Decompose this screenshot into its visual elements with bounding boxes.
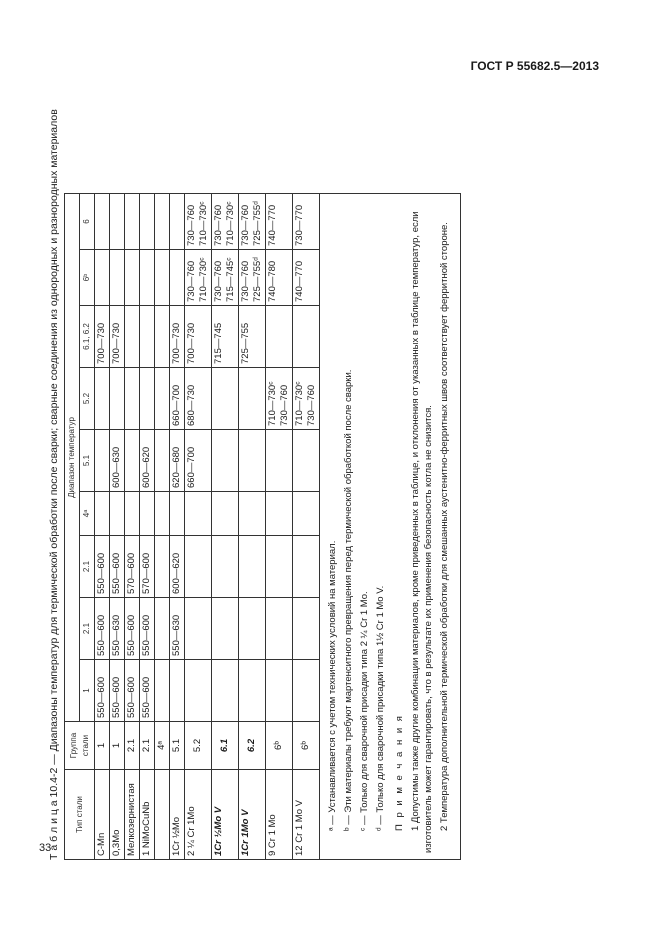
footnote: ᵇ — Эти материалы требуют мартенситного превращения перед термической обработкой после сварки. <box>343 369 354 831</box>
notes-heading: П р и м е ч а н и я <box>394 714 405 831</box>
temp-cell: 740—780 <box>266 250 293 306</box>
temp-cell <box>140 250 155 306</box>
steel-group-cell: 6.1 <box>212 722 239 770</box>
temp-cell: 550—600 <box>140 598 155 660</box>
temp-cell: 680—730 <box>185 368 212 430</box>
temp-cell <box>110 368 125 430</box>
temp-cell <box>110 250 125 306</box>
temp-cell <box>239 430 266 492</box>
temp-cell: 740—770 <box>266 194 293 250</box>
col-header-group: 5.2 <box>80 368 95 430</box>
col-header-group: 6ᵇ <box>80 250 95 306</box>
temp-cell <box>125 368 140 430</box>
temp-cell: 550—630 <box>110 598 125 660</box>
note: 2 Температура дополнительной термической обработки для смешанных аустенитно-ферритных швов соответствует ферритной стороне. <box>439 222 450 831</box>
steel-type-cell: 1Cr ½Mo <box>170 770 185 860</box>
temp-cell <box>155 536 170 598</box>
temp-cell <box>110 194 125 250</box>
steel-group-cell: 6ᵇ <box>293 722 320 770</box>
steel-group-cell: 4ᵃ <box>155 722 170 770</box>
col-header-group: 6.1, 6.2 <box>80 306 95 368</box>
steel-type-cell: 9 Cr 1 Mo <box>266 770 293 860</box>
temp-cell <box>185 492 212 536</box>
temp-cell <box>155 368 170 430</box>
temp-cell: 725—755 <box>239 306 266 368</box>
temp-cell <box>95 430 110 492</box>
col-header-group: 4ᵃ <box>80 492 95 536</box>
steel-type-cell <box>155 770 170 860</box>
col-header-group: 2.1 <box>80 536 95 598</box>
temp-cell: 700—730 <box>170 306 185 368</box>
temp-cell: 600—620 <box>170 536 185 598</box>
table-footer <box>320 194 461 860</box>
header-row-1 <box>65 194 80 860</box>
temp-cell: 730—770 <box>293 194 320 250</box>
notes <box>409 200 451 853</box>
temp-cell: 550—600 <box>95 598 110 660</box>
temp-cell <box>95 194 110 250</box>
temp-cell <box>155 194 170 250</box>
temp-cell: 660—700 <box>185 430 212 492</box>
steel-group-cell: 5.2 <box>185 722 212 770</box>
table-row <box>212 194 239 860</box>
table-row <box>140 194 155 860</box>
temp-cell <box>266 660 293 722</box>
temp-cell: 620—680 <box>170 430 185 492</box>
steel-group-cell: 2.1 <box>125 722 140 770</box>
temp-cell: 730—760 710—730ᶜ <box>212 194 239 250</box>
steel-group-cell: 1 <box>110 722 125 770</box>
temp-cell <box>212 660 239 722</box>
footnotes <box>326 200 387 853</box>
col-header-group: 2.1 <box>80 598 95 660</box>
temp-cell <box>293 660 320 722</box>
temp-cell <box>125 492 140 536</box>
temp-cell: 550—600 <box>125 598 140 660</box>
temp-cell: 600—620 <box>140 430 155 492</box>
temp-cell <box>125 194 140 250</box>
temp-cell <box>155 492 170 536</box>
temp-cell: 730—760 710—730ᶜ <box>185 194 212 250</box>
steel-type-cell: 0,3Mo <box>110 770 125 860</box>
table-body <box>95 194 320 860</box>
col-header-group: 1 <box>80 660 95 722</box>
steel-group-cell: 6.2 <box>239 722 266 770</box>
temp-cell <box>170 492 185 536</box>
temp-cell <box>185 536 212 598</box>
page-number: 33 <box>39 842 52 854</box>
temp-cell <box>266 492 293 536</box>
table-row <box>125 194 140 860</box>
temp-cell <box>293 536 320 598</box>
document-header: ГОСТ Р 55682.5—2013 <box>470 59 599 73</box>
temp-cell <box>170 660 185 722</box>
col-header-temp-range: Диапазон температур <box>65 194 80 722</box>
temp-cell <box>125 430 140 492</box>
temp-cell: 730—760 710—730ᶜ <box>185 250 212 306</box>
temp-cell <box>239 536 266 598</box>
temp-cell <box>140 368 155 430</box>
temp-cell <box>125 306 140 368</box>
steel-type-cell: C-Mn <box>95 770 110 860</box>
temp-cell: 550—600 <box>95 660 110 722</box>
steel-type-cell: 1 NiMoCuNb <box>140 770 155 860</box>
temp-cell: 700—730 <box>95 306 110 368</box>
temp-cell: 730—760 725—755ᵈ <box>239 250 266 306</box>
temp-cell: 550—630 <box>170 598 185 660</box>
col-header-group: 5.1 <box>80 430 95 492</box>
temp-cell <box>266 536 293 598</box>
rotated-table-block <box>44 60 604 860</box>
table-row <box>293 194 320 860</box>
temp-cell <box>155 430 170 492</box>
temp-cell <box>170 250 185 306</box>
temp-cell: 550—600 <box>125 660 140 722</box>
temp-cell <box>212 536 239 598</box>
table-row <box>155 194 170 860</box>
temp-cell: 550—600 <box>140 660 155 722</box>
temp-cell <box>140 194 155 250</box>
steel-group-cell: 6ᵇ <box>266 722 293 770</box>
col-header-steel-group: Группа стали <box>65 722 95 770</box>
temp-cell <box>212 368 239 430</box>
temp-cell <box>212 430 239 492</box>
table-row <box>170 194 185 860</box>
temp-cell: 700—730 <box>110 306 125 368</box>
temp-cell <box>155 598 170 660</box>
temp-cell <box>140 306 155 368</box>
table-row <box>266 194 293 860</box>
temp-cell <box>185 660 212 722</box>
temp-cell <box>266 430 293 492</box>
table-row <box>185 194 212 860</box>
footnote: ᵈ — Только для сварочной присадки типа 1½ Cr 1 Mo V. <box>375 585 386 831</box>
temp-cell <box>239 492 266 536</box>
steel-group-cell: 2.1 <box>140 722 155 770</box>
temp-cell <box>155 250 170 306</box>
table-row <box>239 194 266 860</box>
steel-group-cell: 5.1 <box>170 722 185 770</box>
temp-cell <box>239 660 266 722</box>
temp-cell: 740—770 <box>293 250 320 306</box>
temp-cell: 550—600 <box>95 536 110 598</box>
temp-cell: 550—600 <box>110 536 125 598</box>
temp-cell <box>125 250 140 306</box>
temp-cell <box>110 492 125 536</box>
temp-cell <box>293 598 320 660</box>
steel-type-cell: 2 ¼ Cr 1Mo <box>185 770 212 860</box>
temp-cell: 570—600 <box>140 536 155 598</box>
temp-cell <box>293 430 320 492</box>
temp-cell: 660—700 <box>170 368 185 430</box>
temp-cell <box>95 368 110 430</box>
temp-cell <box>170 194 185 250</box>
temp-cell <box>155 660 170 722</box>
col-header-group: 6 <box>80 194 95 250</box>
footnote: ᵃ — Устанавливается с учетом технических условий на материал. <box>327 540 338 831</box>
temp-cell <box>266 598 293 660</box>
temp-cell: 600—630 <box>110 430 125 492</box>
steel-type-cell: Мелкозернистая <box>125 770 140 860</box>
steel-type-cell: 1Cr 1Mo V <box>239 770 266 860</box>
temp-cell: 700—730 <box>185 306 212 368</box>
steel-type-cell: 12 Cr 1 Mo V <box>293 770 320 860</box>
temp-cell <box>266 306 293 368</box>
temp-cell: 730—760 725—755ᵈ <box>239 194 266 250</box>
temp-cell <box>239 598 266 660</box>
temp-cell <box>212 492 239 536</box>
temperature-table <box>64 193 461 860</box>
temp-cell <box>293 492 320 536</box>
temp-cell <box>95 250 110 306</box>
temp-cell <box>239 368 266 430</box>
col-header-steel-type: Тип стали <box>65 770 95 860</box>
temp-cell <box>185 598 212 660</box>
temp-cell: 710—730ᶜ 730—760 <box>266 368 293 430</box>
temp-cell: 550—600 <box>110 660 125 722</box>
temp-cell: 715—745 <box>212 306 239 368</box>
footer-row <box>320 194 461 860</box>
steel-type-cell: 1Cr ½Mo V <box>212 770 239 860</box>
temp-cell: 710—730ᶜ 730—760 <box>293 368 320 430</box>
table-row <box>95 194 110 860</box>
temp-cell <box>155 306 170 368</box>
temp-cell <box>212 598 239 660</box>
table-caption: Т а б л и ц а 10.4-2 — Диапазоны температур для термической обработки после сварки; сварные соединения из однородных и разнородных материалов <box>48 109 60 860</box>
temp-cell: 730—760 715—745ᶜ <box>212 250 239 306</box>
steel-group-cell: 1 <box>95 722 110 770</box>
footnote: ᶜ — Только для сварочной присадки типа 2 ¼ Cr 1 Mo. <box>359 591 370 831</box>
note: 1 Допустимы также другие комбинации материалов, кроме приведенных в таблице, и отклонения от указанных в таблице температур, если изготовитель может гарантировать, что в результате их применения безопасность котла не снизится. <box>410 211 434 853</box>
temp-cell <box>140 492 155 536</box>
temp-cell <box>293 306 320 368</box>
temp-cell <box>95 492 110 536</box>
temp-cell: 570—600 <box>125 536 140 598</box>
table-row <box>110 194 125 860</box>
